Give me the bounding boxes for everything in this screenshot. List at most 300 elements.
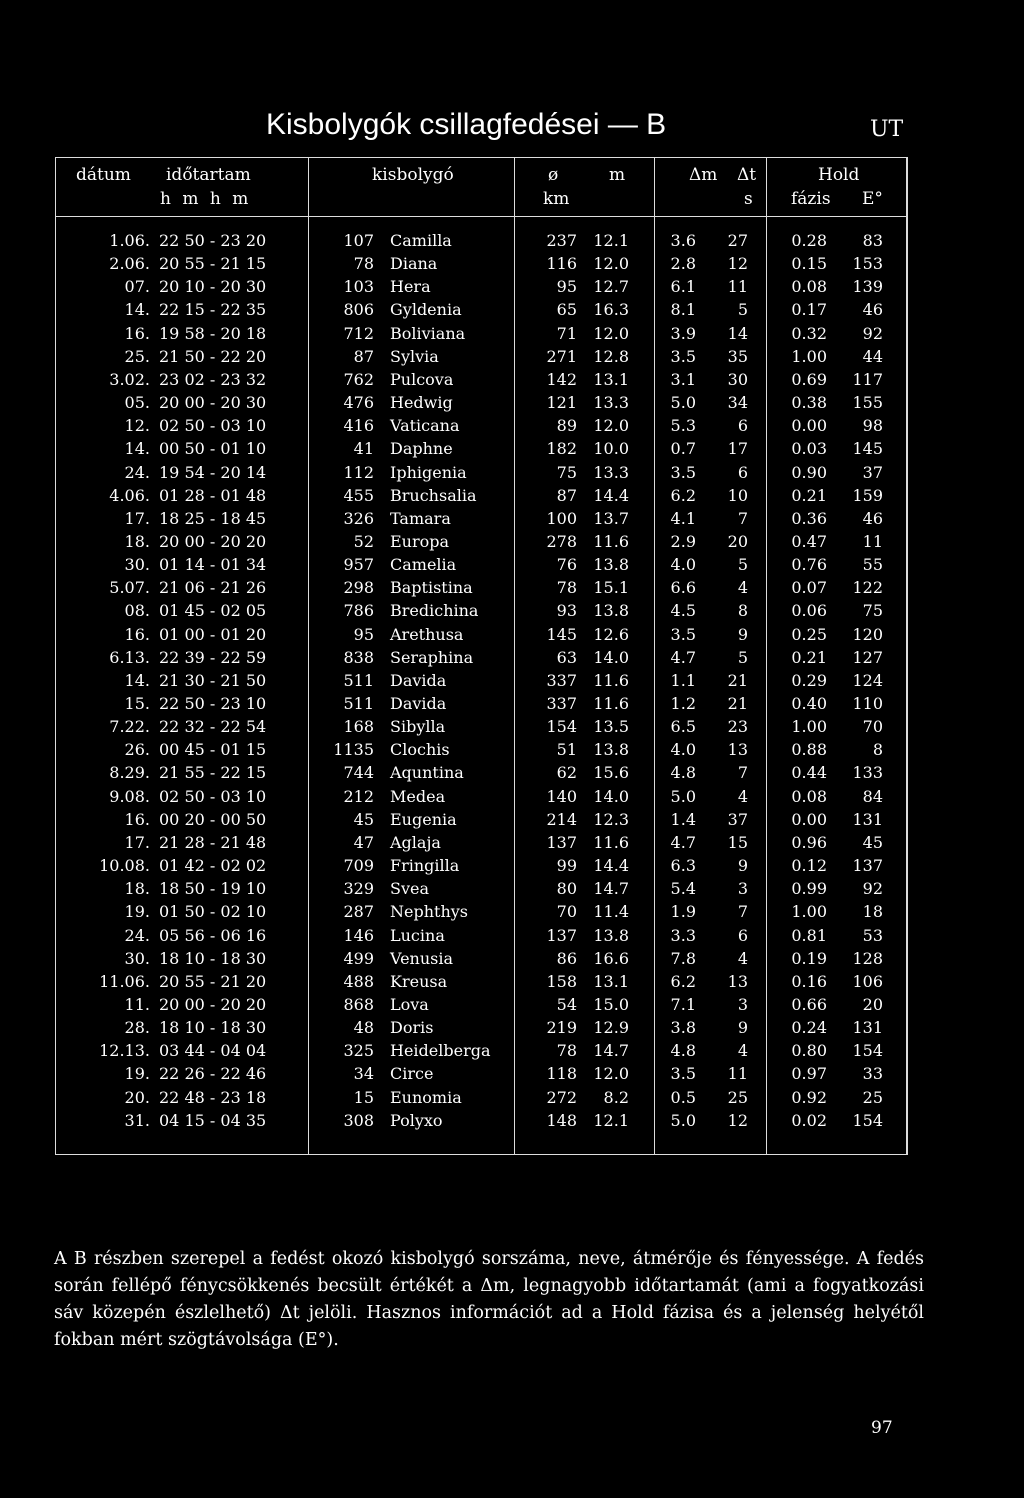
cell-dist: 122 — [852, 578, 883, 597]
cell-date: 7.22. — [109, 717, 150, 736]
cell-diam: 78 — [556, 1041, 577, 1060]
cell-dm: 4.8 — [670, 763, 696, 782]
cell-num: 112 — [343, 463, 374, 482]
cell-dt: 4 — [737, 578, 748, 597]
cell-dt: 13 — [727, 972, 748, 991]
cell-time: 22 32 - 22 54 — [159, 717, 267, 736]
cell-mag: 13.8 — [593, 926, 629, 945]
cell-num: 416 — [343, 416, 374, 435]
cell-date: 17. — [124, 833, 150, 852]
cell-diam: 116 — [546, 254, 577, 273]
header-moon-distance: E° — [862, 189, 883, 209]
cell-dm: 1.9 — [670, 902, 696, 921]
cell-time: 01 28 - 01 48 — [159, 486, 267, 505]
cell-dm: 4.5 — [670, 601, 696, 620]
cell-date: 14. — [124, 671, 150, 690]
cell-phase: 0.25 — [791, 625, 827, 644]
cell-dt: 20 — [727, 532, 748, 551]
cell-phase: 0.38 — [791, 393, 827, 412]
cell-num: 45 — [353, 810, 374, 829]
cell-diam: 54 — [556, 995, 577, 1014]
cell-mag: 12.3 — [593, 810, 629, 829]
cell-time: 20 55 - 21 15 — [159, 254, 267, 273]
cell-name: Camilla — [390, 231, 452, 250]
cell-dm: 4.1 — [670, 509, 696, 528]
cell-phase: 0.81 — [791, 926, 827, 945]
cell-dt: 12 — [727, 1111, 748, 1130]
cell-time: 02 50 - 03 10 — [159, 416, 267, 435]
cell-dm: 5.3 — [670, 416, 696, 435]
cell-num: 957 — [343, 555, 374, 574]
cell-name: Davida — [390, 694, 447, 713]
cell-phase: 0.76 — [791, 555, 827, 574]
cell-diam: 62 — [556, 763, 577, 782]
cell-date: 14. — [124, 300, 150, 319]
cell-dt: 7 — [737, 509, 748, 528]
cell-dist: 45 — [862, 833, 883, 852]
cell-mag: 15.1 — [593, 578, 629, 597]
cell-dist: 44 — [862, 347, 883, 366]
cell-time: 21 28 - 21 48 — [159, 833, 267, 852]
cell-dm: 6.2 — [670, 486, 696, 505]
cell-name: Eunomia — [390, 1088, 462, 1107]
page-number: 97 — [871, 1418, 893, 1438]
cell-phase: 0.21 — [791, 648, 827, 667]
header-delta-t: Δt — [737, 165, 757, 185]
cell-name: Bredichina — [390, 601, 479, 620]
cell-diam: 272 — [546, 1088, 577, 1107]
cell-dm: 3.5 — [670, 1064, 696, 1083]
cell-dm: 5.0 — [670, 1111, 696, 1130]
cell-phase: 0.44 — [791, 763, 827, 782]
cell-dt: 5 — [737, 300, 748, 319]
cell-diam: 219 — [546, 1018, 577, 1037]
cell-dist: 145 — [852, 439, 883, 458]
cell-num: 298 — [343, 578, 374, 597]
cell-phase: 0.32 — [791, 324, 827, 343]
cell-date: 18. — [124, 532, 150, 551]
cell-num: 329 — [343, 879, 374, 898]
cell-phase: 0.80 — [791, 1041, 827, 1060]
cell-dm: 5.4 — [670, 879, 696, 898]
cell-dist: 33 — [862, 1064, 883, 1083]
cell-dist: 106 — [852, 972, 883, 991]
cell-date: 24. — [124, 463, 150, 482]
cell-dist: 55 — [862, 555, 883, 574]
cell-dt: 37 — [727, 810, 748, 829]
cell-dm: 3.5 — [670, 625, 696, 644]
cell-phase: 0.92 — [791, 1088, 827, 1107]
cell-dm: 3.6 — [670, 231, 696, 250]
cell-dist: 8 — [872, 740, 883, 759]
cell-dist: 137 — [852, 856, 883, 875]
cell-dt: 6 — [737, 926, 748, 945]
cell-dm: 5.0 — [670, 393, 696, 412]
cell-mag: 12.6 — [593, 625, 629, 644]
cell-name: Doris — [390, 1018, 434, 1037]
column-divider-delta — [766, 157, 767, 1154]
cell-time: 01 42 - 02 02 — [159, 856, 267, 875]
cell-dt: 12 — [727, 254, 748, 273]
cell-dt: 7 — [737, 763, 748, 782]
cell-time: 18 25 - 18 45 — [159, 509, 267, 528]
cell-diam: 118 — [546, 1064, 577, 1083]
cell-diam: 337 — [546, 694, 577, 713]
cell-mag: 13.5 — [593, 717, 629, 736]
cell-dist: 46 — [862, 300, 883, 319]
cell-phase: 0.96 — [791, 833, 827, 852]
cell-name: Boliviana — [390, 324, 466, 343]
cell-dt: 11 — [727, 277, 748, 296]
cell-time: 01 50 - 02 10 — [159, 902, 267, 921]
cell-diam: 93 — [556, 601, 577, 620]
cell-dm: 1.4 — [670, 810, 696, 829]
cell-dt: 14 — [727, 324, 748, 343]
cell-mag: 12.1 — [593, 1111, 629, 1130]
cell-mag: 8.2 — [603, 1088, 629, 1107]
cell-date: 26. — [124, 740, 150, 759]
cell-dt: 21 — [727, 671, 748, 690]
cell-dist: 154 — [852, 1041, 883, 1060]
cell-time: 00 50 - 01 10 — [159, 439, 267, 458]
cell-name: Eugenia — [390, 810, 457, 829]
cell-mag: 13.3 — [593, 463, 629, 482]
cell-date: 07. — [124, 277, 150, 296]
cell-num: 511 — [343, 671, 374, 690]
cell-diam: 87 — [556, 486, 577, 505]
cell-date: 16. — [124, 810, 150, 829]
column-divider-diameter — [654, 157, 655, 1154]
cell-mag: 12.0 — [593, 254, 629, 273]
cell-dm: 6.6 — [670, 578, 696, 597]
cell-dt: 13 — [727, 740, 748, 759]
cell-name: Aglaja — [390, 833, 441, 852]
cell-dt: 21 — [727, 694, 748, 713]
cell-diam: 214 — [546, 810, 577, 829]
cell-phase: 0.29 — [791, 671, 827, 690]
cell-mag: 16.3 — [593, 300, 629, 319]
cell-time: 18 10 - 18 30 — [159, 949, 267, 968]
cell-diam: 154 — [546, 717, 577, 736]
cell-diam: 137 — [546, 926, 577, 945]
cell-time: 19 54 - 20 14 — [159, 463, 267, 482]
cell-dm: 0.5 — [670, 1088, 696, 1107]
cell-dt: 17 — [727, 439, 748, 458]
header-duration-units: h m h m — [160, 189, 249, 209]
cell-num: 52 — [353, 532, 374, 551]
cell-num: 499 — [343, 949, 374, 968]
cell-phase: 0.21 — [791, 486, 827, 505]
cell-diam: 71 — [556, 324, 577, 343]
cell-dist: 127 — [852, 648, 883, 667]
cell-time: 20 00 - 20 20 — [159, 532, 267, 551]
cell-phase: 0.19 — [791, 949, 827, 968]
cell-mag: 15.6 — [593, 763, 629, 782]
cell-dm: 4.0 — [670, 740, 696, 759]
cell-mag: 12.9 — [593, 1018, 629, 1037]
cell-mag: 11.6 — [593, 671, 629, 690]
cell-dt: 6 — [737, 416, 748, 435]
cell-dt: 27 — [727, 231, 748, 250]
cell-dt: 25 — [727, 1088, 748, 1107]
cell-dm: 5.0 — [670, 787, 696, 806]
cell-dm: 2.8 — [670, 254, 696, 273]
cell-dm: 3.3 — [670, 926, 696, 945]
explanatory-note: A B részben szerepel a fedést okozó kisbolygó sorszáma, neve, átmérője és fényessége. A fedés során fellépő fénycsökkenés becsült értékét a Δm, legnagyobb időtartamát (ami a fogyatkozási sáv közepén észlelhető) Δt jelöli. Hasznos információt ad a Hold fázisa és a jelenség helyétől fokban mért szögtávolsága (E°). — [54, 1249, 924, 1350]
page-title: Kisbolygók csillagfedései — B — [266, 108, 667, 141]
cell-date: 18. — [124, 879, 150, 898]
cell-date: 17. — [124, 509, 150, 528]
cell-name: Pulcova — [390, 370, 454, 389]
cell-name: Clochis — [390, 740, 450, 759]
cell-diam: 278 — [546, 532, 577, 551]
cell-date: 16. — [124, 625, 150, 644]
cell-num: 41 — [353, 439, 374, 458]
cell-time: 21 55 - 22 15 — [159, 763, 267, 782]
cell-date: 8.29. — [109, 763, 150, 782]
cell-date: 20. — [124, 1088, 150, 1107]
cell-diam: 51 — [556, 740, 577, 759]
cell-diam: 76 — [556, 555, 577, 574]
cell-dt: 30 — [727, 370, 748, 389]
cell-dist: 84 — [862, 787, 883, 806]
cell-mag: 10.0 — [593, 439, 629, 458]
cell-phase: 0.00 — [791, 810, 827, 829]
cell-dt: 5 — [737, 648, 748, 667]
cell-name: Hedwig — [390, 393, 453, 412]
cell-dt: 7 — [737, 902, 748, 921]
cell-diam: 99 — [556, 856, 577, 875]
cell-num: 488 — [343, 972, 374, 991]
cell-date: 11. — [124, 995, 150, 1014]
cell-date: 30. — [124, 949, 150, 968]
cell-num: 325 — [343, 1041, 374, 1060]
header-asteroid: kisbolygó — [372, 165, 454, 185]
cell-time: 05 56 - 06 16 — [159, 926, 267, 945]
cell-time: 01 45 - 02 05 — [159, 601, 267, 620]
header-moon: Hold — [818, 165, 860, 185]
cell-diam: 237 — [546, 231, 577, 250]
cell-dm: 4.8 — [670, 1041, 696, 1060]
cell-num: 744 — [343, 763, 374, 782]
cell-date: 5.07. — [109, 578, 150, 597]
cell-name: Lova — [390, 995, 429, 1014]
cell-dt: 11 — [727, 1064, 748, 1083]
cell-time: 20 00 - 20 20 — [159, 995, 267, 1014]
cell-mag: 14.7 — [593, 1041, 629, 1060]
cell-dt: 5 — [737, 555, 748, 574]
cell-dt: 10 — [727, 486, 748, 505]
cell-dm: 3.9 — [670, 324, 696, 343]
cell-dist: 98 — [862, 416, 883, 435]
cell-dist: 124 — [852, 671, 883, 690]
cell-phase: 0.07 — [791, 578, 827, 597]
cell-mag: 11.6 — [593, 833, 629, 852]
cell-num: 868 — [343, 995, 374, 1014]
cell-dm: 3.1 — [670, 370, 696, 389]
cell-num: 78 — [353, 254, 374, 273]
cell-diam: 145 — [546, 625, 577, 644]
cell-num: 476 — [343, 393, 374, 412]
cell-num: 212 — [343, 787, 374, 806]
cell-name: Gyldenia — [390, 300, 462, 319]
cell-phase: 0.16 — [791, 972, 827, 991]
cell-num: 95 — [353, 625, 374, 644]
cell-date: 28. — [124, 1018, 150, 1037]
cell-mag: 14.4 — [593, 486, 629, 505]
cell-dm: 3.5 — [670, 347, 696, 366]
cell-name: Europa — [390, 532, 450, 551]
header-diameter-unit: km — [543, 189, 570, 209]
cell-time: 21 30 - 21 50 — [159, 671, 267, 690]
cell-phase: 0.97 — [791, 1064, 827, 1083]
cell-time: 22 15 - 22 35 — [159, 300, 267, 319]
cell-mag: 14.7 — [593, 879, 629, 898]
cell-date: 3.02. — [109, 370, 150, 389]
cell-date: 24. — [124, 926, 150, 945]
cell-diam: 100 — [546, 509, 577, 528]
cell-phase: 0.12 — [791, 856, 827, 875]
cell-phase: 0.88 — [791, 740, 827, 759]
cell-dist: 11 — [862, 532, 883, 551]
cell-time: 20 55 - 21 20 — [159, 972, 267, 991]
cell-dist: 83 — [862, 231, 883, 250]
cell-num: 838 — [343, 648, 374, 667]
cell-name: Kreusa — [390, 972, 448, 991]
cell-dm: 1.1 — [670, 671, 696, 690]
cell-diam: 75 — [556, 463, 577, 482]
cell-dist: 20 — [862, 995, 883, 1014]
cell-dt: 3 — [737, 995, 748, 1014]
cell-time: 01 00 - 01 20 — [159, 625, 267, 644]
cell-time: 00 20 - 00 50 — [159, 810, 267, 829]
cell-name: Tamara — [390, 509, 451, 528]
cell-num: 48 — [353, 1018, 374, 1037]
cell-phase: 0.06 — [791, 601, 827, 620]
cell-time: 22 48 - 23 18 — [159, 1088, 267, 1107]
cell-dist: 131 — [852, 810, 883, 829]
cell-dm: 6.1 — [670, 277, 696, 296]
cell-date: 1.06. — [109, 231, 150, 250]
cell-dt: 9 — [737, 856, 748, 875]
cell-name: Venusia — [390, 949, 454, 968]
cell-date: 6.13. — [109, 648, 150, 667]
cell-dt: 23 — [727, 717, 748, 736]
cell-phase: 0.36 — [791, 509, 827, 528]
cell-time: 23 02 - 23 32 — [159, 370, 267, 389]
cell-phase: 0.66 — [791, 995, 827, 1014]
cell-dm: 2.9 — [670, 532, 696, 551]
cell-mag: 13.8 — [593, 601, 629, 620]
cell-name: Daphne — [390, 439, 453, 458]
cell-time: 21 50 - 22 20 — [159, 347, 267, 366]
header-diameter: ø — [548, 165, 559, 185]
cell-time: 22 50 - 23 10 — [159, 694, 267, 713]
cell-mag: 13.8 — [593, 555, 629, 574]
cell-date: 25. — [124, 347, 150, 366]
cell-mag: 11.4 — [593, 902, 629, 921]
cell-dist: 110 — [852, 694, 883, 713]
cell-diam: 142 — [546, 370, 577, 389]
cell-num: 455 — [343, 486, 374, 505]
cell-date: 12.13. — [99, 1041, 150, 1060]
cell-time: 22 26 - 22 46 — [159, 1064, 267, 1083]
cell-dt: 9 — [737, 625, 748, 644]
cell-num: 107 — [343, 231, 374, 250]
cell-time: 20 00 - 20 30 — [159, 393, 267, 412]
cell-diam: 95 — [556, 277, 577, 296]
cell-dist: 53 — [862, 926, 883, 945]
cell-phase: 1.00 — [791, 347, 827, 366]
cell-num: 712 — [343, 324, 374, 343]
timezone-label: UT — [870, 117, 904, 142]
cell-dist: 75 — [862, 601, 883, 620]
cell-mag: 13.1 — [593, 972, 629, 991]
cell-name: Heidelberga — [390, 1041, 491, 1060]
cell-dist: 92 — [862, 879, 883, 898]
cell-phase: 0.08 — [791, 277, 827, 296]
cell-dm: 7.8 — [670, 949, 696, 968]
header-delta-t-unit: s — [744, 189, 753, 209]
cell-num: 34 — [353, 1064, 374, 1083]
header-magnitude: m — [609, 165, 626, 185]
column-divider-duration — [308, 157, 309, 1154]
cell-dist: 154 — [852, 1111, 883, 1130]
cell-mag: 14.0 — [593, 648, 629, 667]
cell-phase: 0.99 — [791, 879, 827, 898]
cell-mag: 12.0 — [593, 416, 629, 435]
cell-num: 806 — [343, 300, 374, 319]
cell-name: Arethusa — [390, 625, 464, 644]
header-divider — [55, 216, 907, 217]
cell-diam: 137 — [546, 833, 577, 852]
cell-phase: 0.69 — [791, 370, 827, 389]
cell-dist: 18 — [862, 902, 883, 921]
cell-dm: 3.8 — [670, 1018, 696, 1037]
cell-mag: 12.7 — [593, 277, 629, 296]
cell-date: 10.08. — [99, 856, 150, 875]
cell-dist: 128 — [852, 949, 883, 968]
cell-mag: 14.4 — [593, 856, 629, 875]
cell-diam: 140 — [546, 787, 577, 806]
cell-num: 511 — [343, 694, 374, 713]
cell-dist: 155 — [852, 393, 883, 412]
cell-phase: 0.00 — [791, 416, 827, 435]
cell-num: 287 — [343, 902, 374, 921]
cell-phase: 0.90 — [791, 463, 827, 482]
cell-time: 18 10 - 18 30 — [159, 1018, 267, 1037]
cell-dt: 8 — [737, 601, 748, 620]
cell-dt: 35 — [727, 347, 748, 366]
cell-dm: 6.3 — [670, 856, 696, 875]
cell-dm: 4.7 — [670, 833, 696, 852]
cell-phase: 0.17 — [791, 300, 827, 319]
cell-name: Polyxo — [390, 1111, 443, 1130]
cell-name: Baptistina — [390, 578, 473, 597]
cell-dist: 117 — [852, 370, 883, 389]
cell-date: 15. — [124, 694, 150, 713]
cell-dist: 153 — [852, 254, 883, 273]
cell-name: Lucina — [390, 926, 445, 945]
cell-phase: 0.28 — [791, 231, 827, 250]
cell-phase: 0.24 — [791, 1018, 827, 1037]
cell-phase: 0.08 — [791, 787, 827, 806]
cell-diam: 271 — [546, 347, 577, 366]
cell-time: 22 50 - 23 20 — [159, 231, 267, 250]
cell-time: 01 14 - 01 34 — [159, 555, 267, 574]
cell-name: Seraphina — [390, 648, 474, 667]
cell-dt: 9 — [737, 1018, 748, 1037]
